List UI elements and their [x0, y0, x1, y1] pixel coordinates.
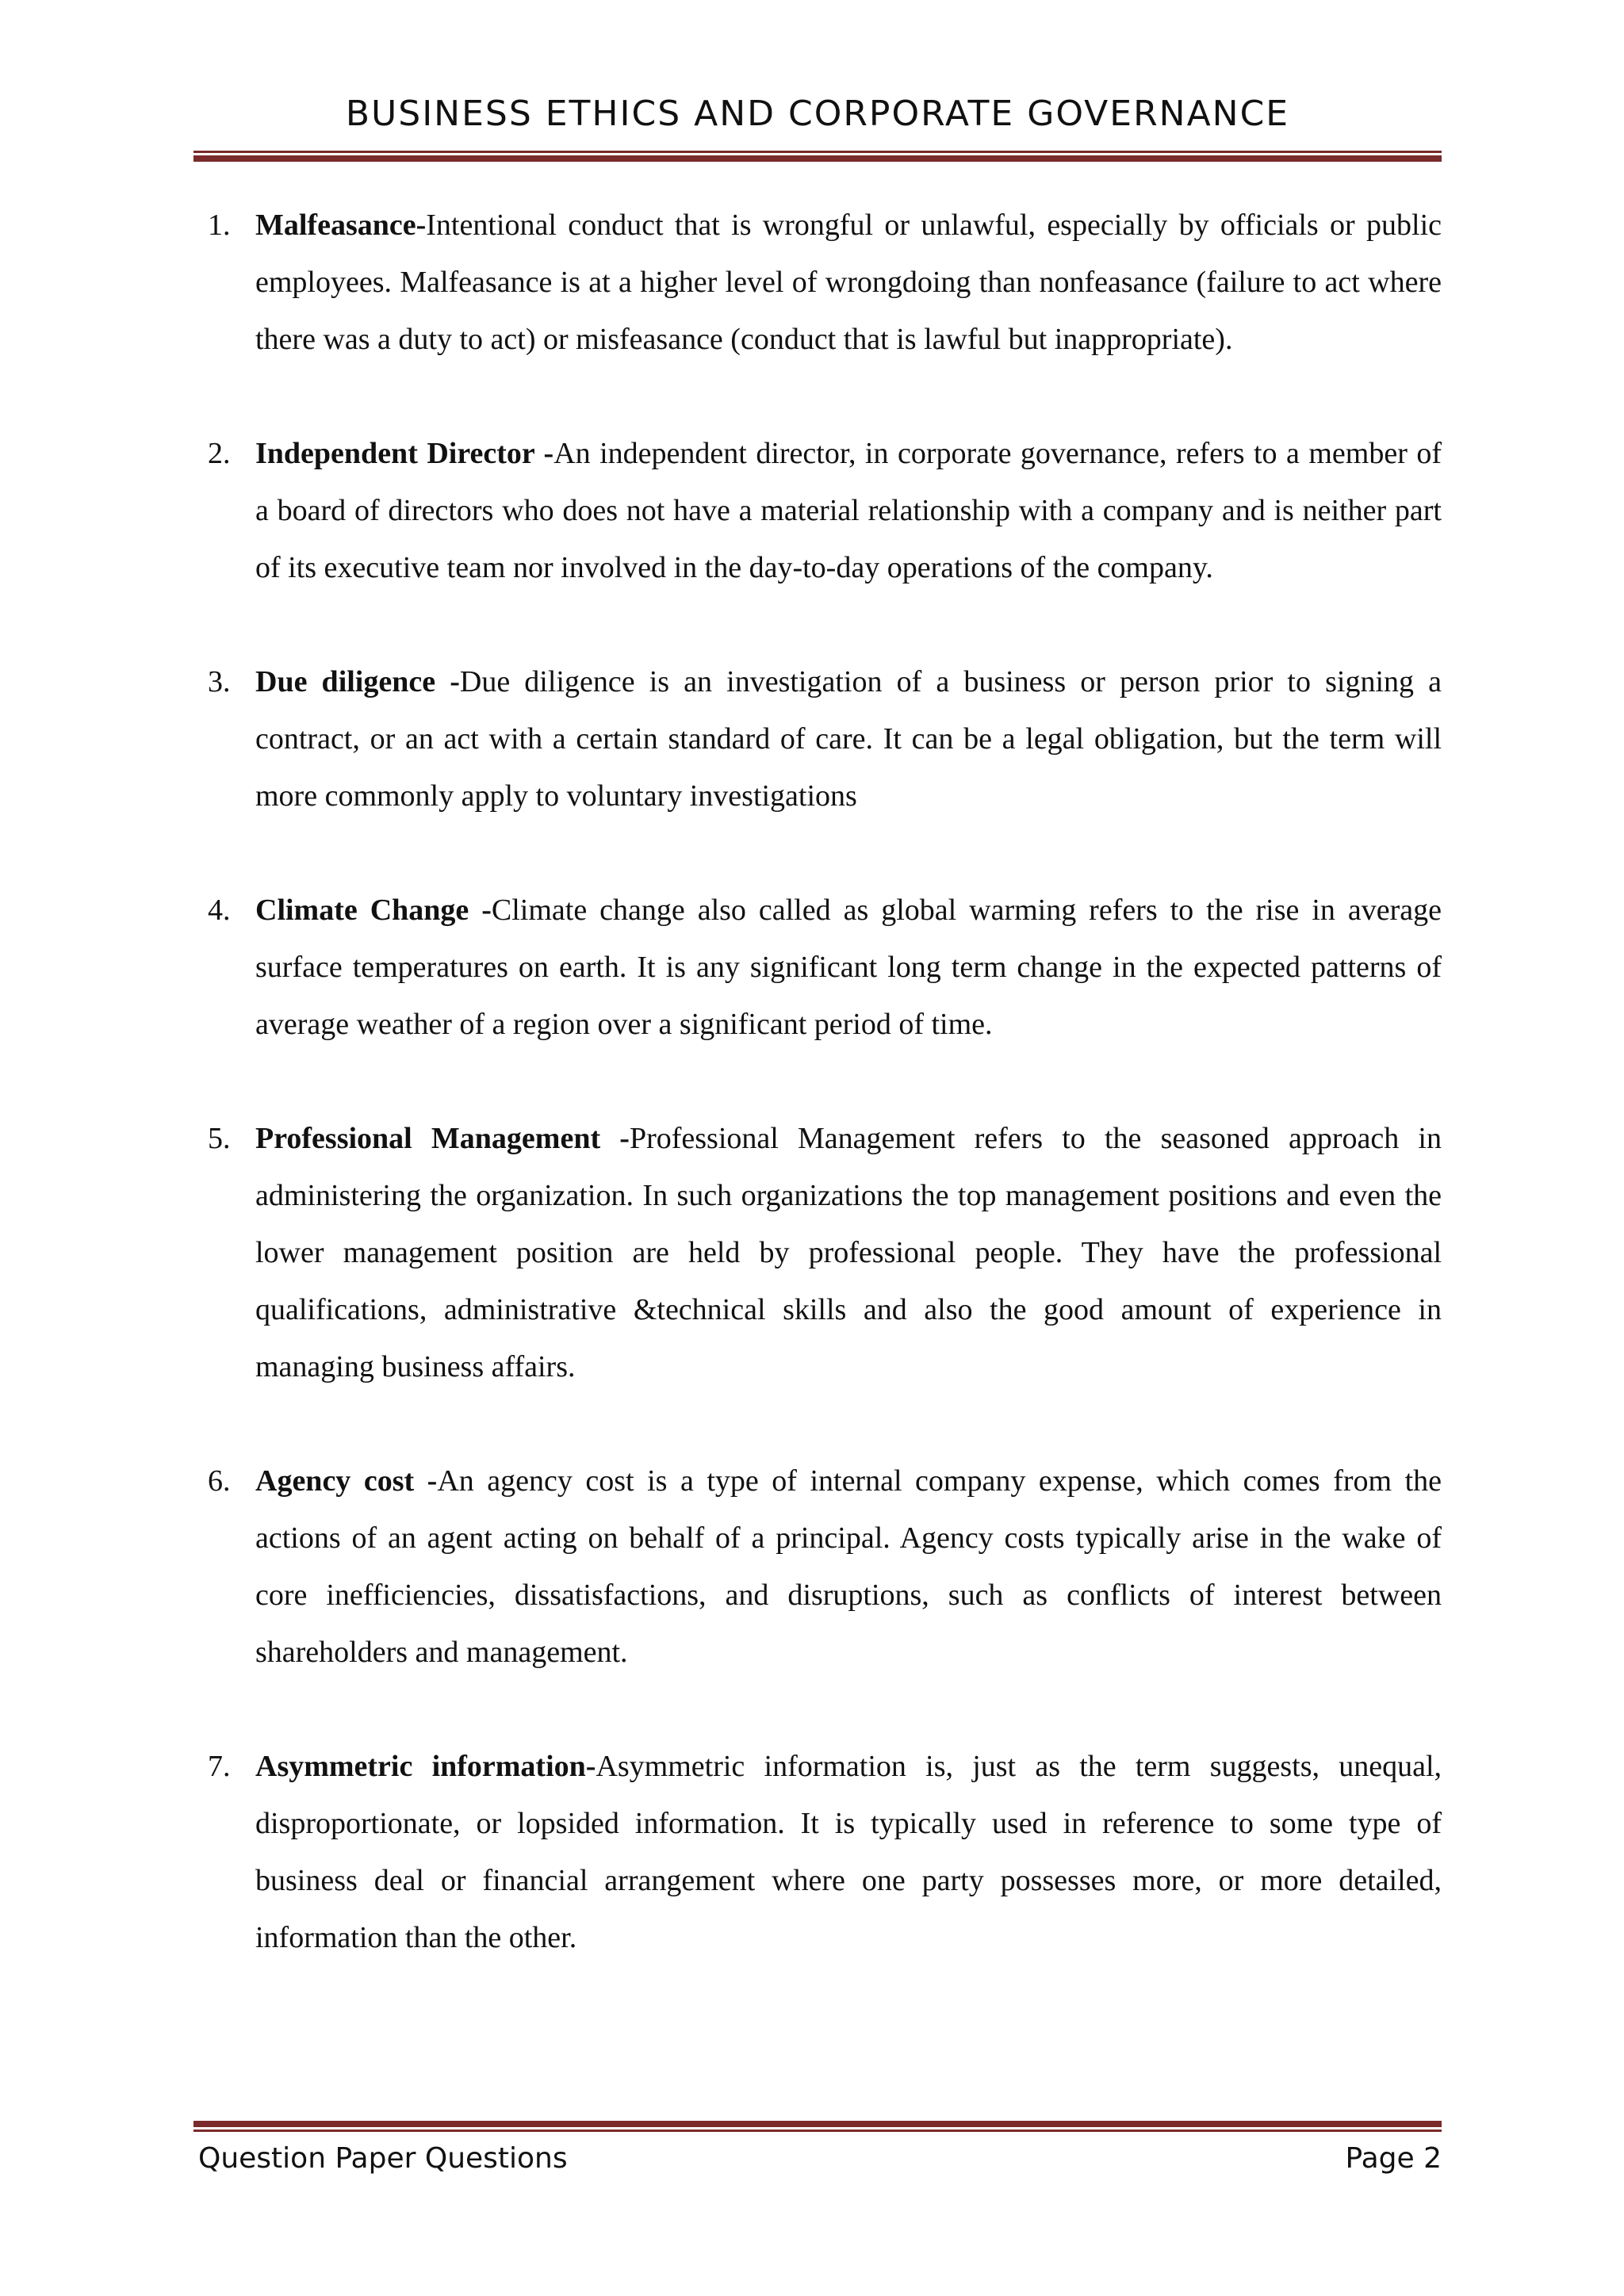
item-term: Malfeasance-	[255, 209, 427, 242]
item-number: 2.	[208, 437, 231, 470]
item-term: Professional Management -	[255, 1122, 630, 1155]
item-definition: Intentional conduct that is wrongful or unlawful, especially by officials or public employees. Malfeasance is at a higher level of wrongdoing than nonfeasance (failure to act where there was a duty to act) or misfeasance (conduct that is lawful but inappropriate).	[255, 209, 1442, 356]
list-item	[193, 197, 1442, 368]
list-item	[193, 425, 1442, 596]
item-term: Independent Director -	[255, 437, 554, 470]
list-item	[193, 882, 1442, 1053]
header-divider	[193, 151, 1442, 162]
item-number: 7.	[208, 1750, 231, 1783]
item-term: Asymmetric information-	[255, 1750, 596, 1783]
footer-section-label: Question Paper Questions	[198, 2142, 568, 2175]
list-item	[193, 653, 1442, 825]
item-number: 4.	[208, 894, 231, 927]
item-definition: An agency cost is a type of internal company expense, which comes from the actions of an agent acting on behalf of a principal. Agency costs typically arise in the wake of core inefficiencies, dissatisfactions, and disruptions, such as conflicts of interest between shareholders and management.	[255, 1464, 1442, 1669]
footer-divider	[193, 2121, 1442, 2132]
item-definition: Climate change also called as global warming refers to the rise in average surface temperatures on earth. It is any significant long term change in the expected patterns of average weather of a region over a significant period of time.	[255, 894, 1442, 1041]
item-term: Due diligence -	[255, 665, 460, 698]
page-title: BUSINESS ETHICS AND CORPORATE GOVERNANCE	[345, 94, 1290, 134]
list-item	[193, 1452, 1442, 1681]
item-term: Climate Change -	[255, 894, 492, 927]
item-definition: Asymmetric information is, just as the term suggests, unequal, disproportionate, or lopsided information. It is typically used in reference to some type of business deal or financial arrangement where one party possesses more, or more detailed, information than the other.	[255, 1750, 1442, 1954]
list-item	[193, 1738, 1442, 1966]
item-definition: An independent director, in corporate governance, refers to a member of a board of directors who does not have a material relationship with a company and is neither part of its executive team nor involved in the day-to-day operations of the company.	[255, 437, 1442, 584]
page-number: Page 2	[1345, 2142, 1442, 2175]
item-number: 3.	[208, 665, 231, 698]
item-number: 6.	[208, 1464, 231, 1498]
item-term: Agency cost -	[255, 1464, 438, 1498]
item-definition: Due diligence is an investigation of a business or person prior to signing a contract, or an act with a certain standard of care. It can be a legal obligation, but the term will more commonly apply to voluntary investigations	[255, 665, 1442, 813]
definitions-list	[193, 197, 1442, 2023]
item-number: 1.	[208, 209, 231, 242]
item-number: 5.	[208, 1122, 231, 1155]
item-definition: Professional Management refers to the seasoned approach in administering the organization. In such organizations the top management positions and even the lower management position are held by professional people. They have the professional qualifications, administrative &technical skills and also the good amount of experience in managing business affairs.	[255, 1122, 1442, 1383]
list-item	[193, 1110, 1442, 1395]
